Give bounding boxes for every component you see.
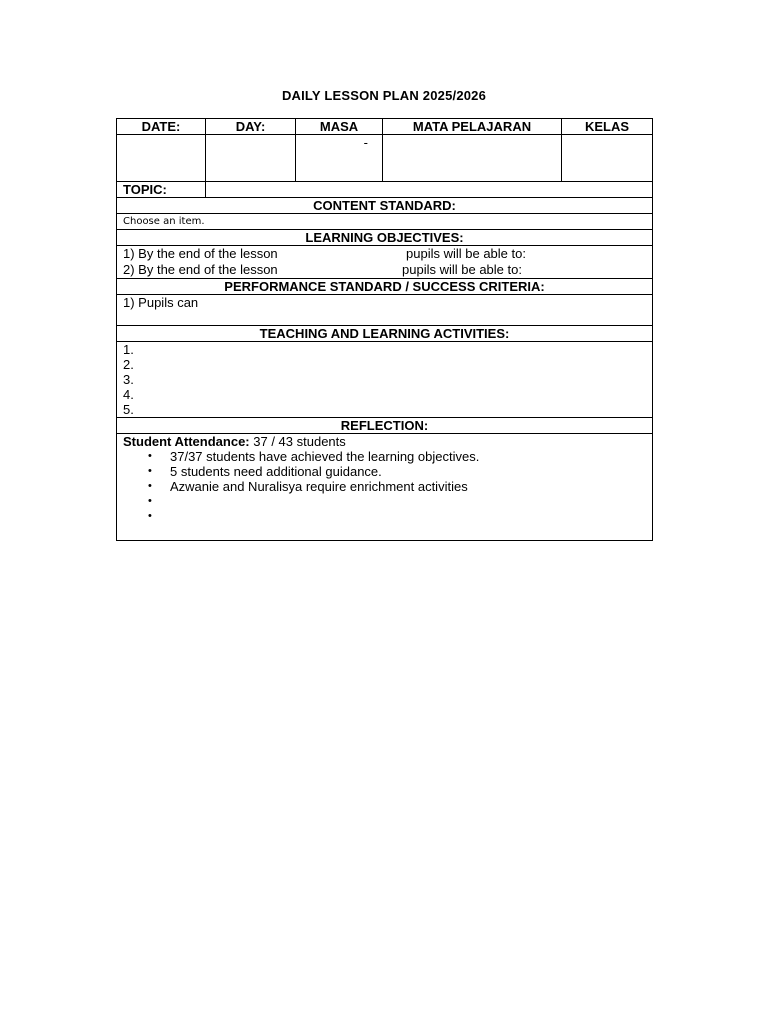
lesson-plan-table — [116, 118, 653, 541]
reflection-cell[interactable] — [117, 434, 653, 541]
objective-item — [123, 262, 646, 278]
learning-objectives-row — [117, 246, 653, 279]
bullet-icon: • — [148, 510, 152, 522]
date-header: DATE: — [117, 119, 206, 135]
reflection-list — [123, 449, 646, 524]
subject-header: MATA PELAJARAN — [383, 119, 562, 135]
activity-item: 2. — [123, 357, 134, 372]
reflection-row — [117, 434, 653, 541]
bullet-icon: • — [148, 495, 152, 507]
objective-left-text: 1) By the end of the lesson — [123, 246, 278, 261]
reflection-heading: REFLECTION: — [117, 418, 653, 434]
activity-item: 4. — [123, 387, 134, 402]
performance-standard-cell[interactable] — [117, 295, 653, 326]
reflection-heading-row — [117, 418, 653, 434]
content-standard-heading-row — [117, 198, 653, 214]
learning-objectives-heading-row — [117, 230, 653, 246]
performance-item: 1) Pupils can — [123, 295, 199, 310]
attendance-label: Student Attendance: — [123, 434, 250, 449]
class-field[interactable] — [562, 135, 653, 182]
masa-header: MASA — [296, 119, 383, 135]
reflection-item-text: 37/37 students have achieved the learning objectives. — [170, 449, 480, 464]
objective-left-text: 2) By the end of the lesson — [123, 262, 278, 277]
day-field[interactable] — [206, 135, 296, 182]
topic-field[interactable] — [206, 182, 653, 198]
content-standard-dropdown[interactable]: Choose an item. — [117, 214, 653, 230]
activity-item: 3. — [123, 372, 134, 387]
reflection-item — [148, 509, 646, 524]
attendance-line — [123, 434, 646, 449]
reflection-item-text: Azwanie and Nuralisya require enrichment activities — [170, 479, 468, 494]
bullet-icon: • — [148, 465, 152, 477]
objective-item — [123, 246, 646, 262]
activities-row — [117, 342, 653, 418]
bullet-icon: • — [148, 450, 152, 462]
objective-right-text: pupils will be able to: — [402, 262, 522, 277]
topic-label: TOPIC: — [117, 182, 206, 198]
activities-heading: TEACHING AND LEARNING ACTIVITIES: — [117, 326, 653, 342]
class-header: KELAS — [562, 119, 653, 135]
activities-heading-row — [117, 326, 653, 342]
reflection-item — [148, 479, 646, 494]
activities-cell[interactable] — [117, 342, 653, 418]
date-field[interactable] — [117, 135, 206, 182]
info-row — [117, 135, 653, 182]
learning-objectives-heading: LEARNING OBJECTIVES: — [117, 230, 653, 246]
reflection-item-text: 5 students need additional guidance. — [170, 464, 382, 479]
activity-item: 5. — [123, 402, 134, 417]
reflection-item — [148, 449, 646, 464]
content-standard-heading: CONTENT STANDARD: — [117, 198, 653, 214]
activity-item: 1. — [123, 342, 134, 357]
performance-standard-heading: PERFORMANCE STANDARD / SUCCESS CRITERIA: — [117, 279, 653, 295]
masa-field[interactable]: - — [296, 135, 383, 182]
reflection-item — [148, 464, 646, 479]
bullet-icon: • — [148, 480, 152, 492]
reflection-item — [148, 494, 646, 509]
topic-row — [117, 182, 653, 198]
content-standard-row — [117, 214, 653, 230]
attendance-value: 37 / 43 students — [249, 434, 346, 449]
performance-standard-row — [117, 295, 653, 326]
objective-right-text: pupils will be able to: — [406, 246, 526, 261]
subject-field[interactable] — [383, 135, 562, 182]
header-row — [117, 119, 653, 135]
performance-standard-heading-row — [117, 279, 653, 295]
learning-objectives-cell[interactable] — [117, 246, 653, 279]
page-title: DAILY LESSON PLAN 2025/2026 — [281, 88, 487, 103]
day-header: DAY: — [206, 119, 296, 135]
